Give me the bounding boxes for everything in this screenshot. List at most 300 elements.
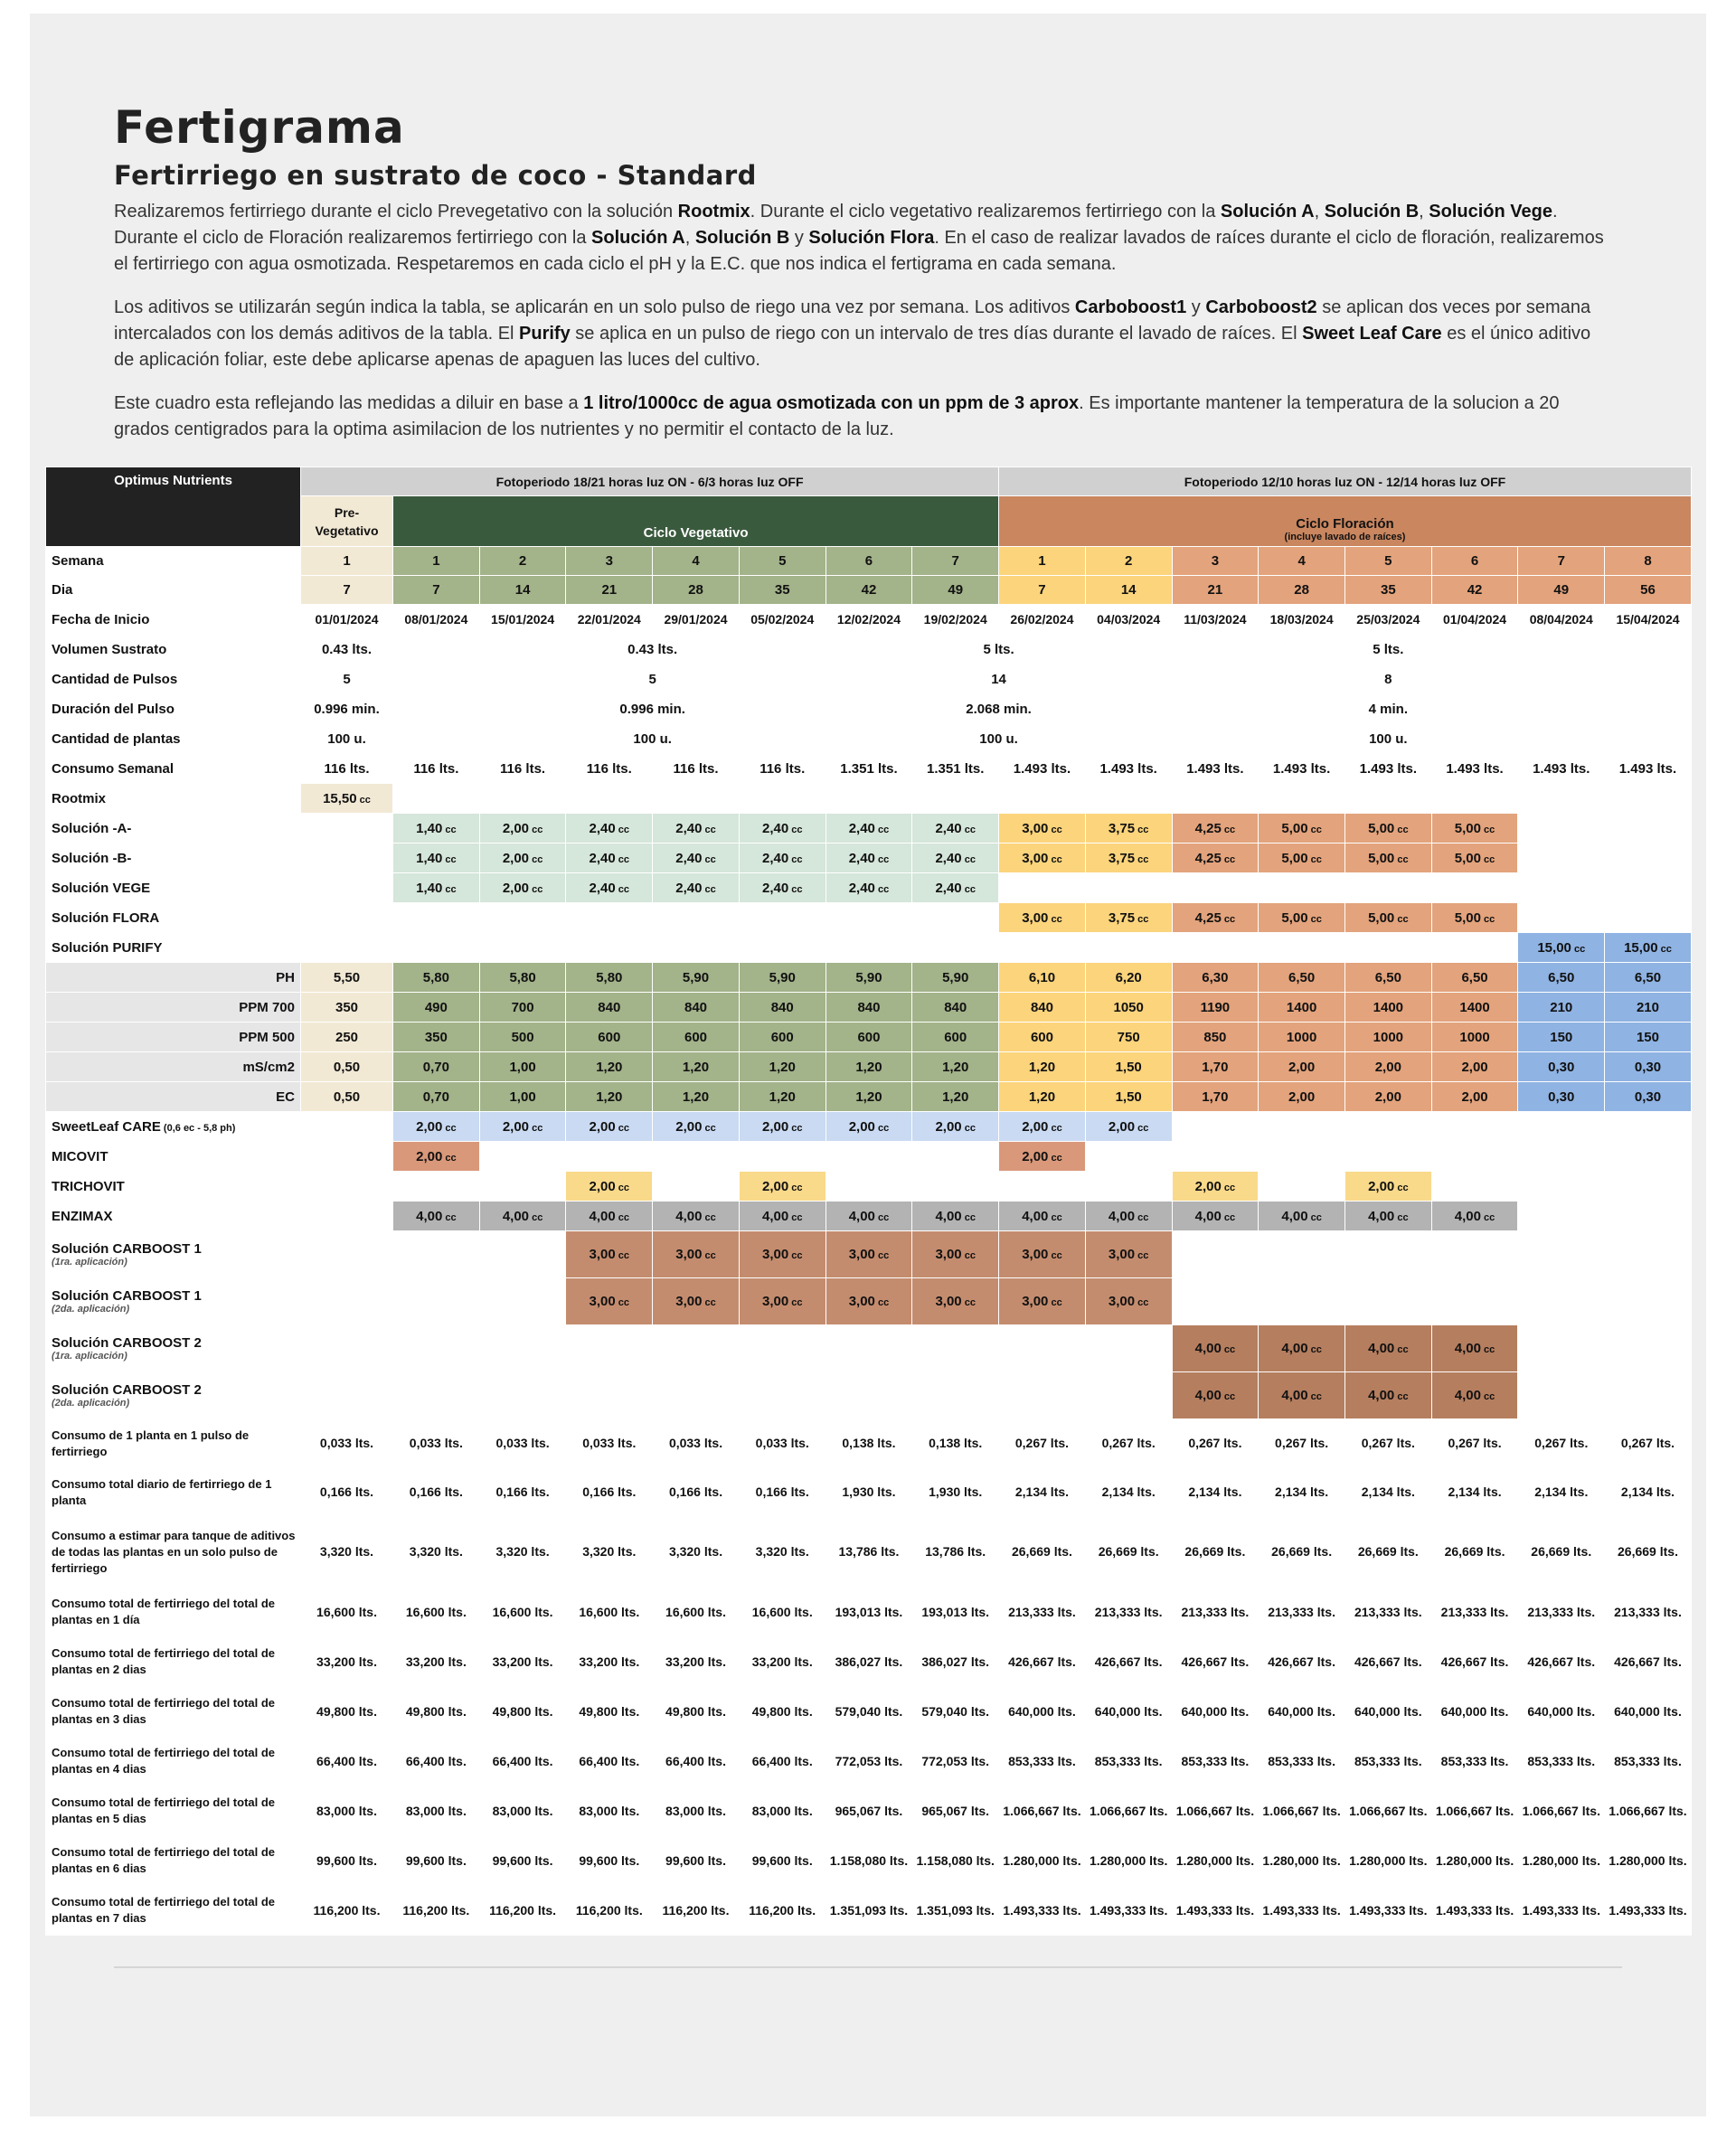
empty-cell — [393, 1372, 480, 1419]
table-cell: 22/01/2024 — [566, 605, 653, 635]
empty-cell — [1605, 1278, 1692, 1325]
table-cell: 4 — [1259, 547, 1345, 576]
consumption-value: 772,053 lts. — [826, 1737, 912, 1786]
cell-value: 2,40 — [589, 850, 616, 866]
table-cell: 0.43 lts. — [301, 635, 393, 664]
nutrient-dose — [739, 844, 826, 873]
nutrient-dose — [1431, 903, 1518, 933]
table-cell: 19/02/2024 — [912, 605, 999, 635]
empty-cell — [301, 1372, 393, 1419]
intro-p2-run: es el único aditivo de aplicación foliar, este debe aplicarse apenas de apaguen las luces del cultivo. — [114, 324, 1591, 370]
empty-cell — [479, 933, 566, 963]
empty-cell — [1085, 784, 1172, 814]
consumption-value: 1.493,333 lts. — [1431, 1886, 1518, 1936]
empty-cell — [1085, 1172, 1172, 1202]
consumption-value: 99,600 lts. — [739, 1836, 826, 1886]
nutrient-dose — [301, 784, 393, 814]
nutrient-dose — [1344, 844, 1431, 873]
empty-cell — [1605, 1372, 1692, 1419]
param-label: mS/cm2 — [46, 1052, 301, 1082]
unit-label: cc — [702, 853, 716, 865]
cell-value: 5,00 — [1454, 909, 1481, 926]
nutrient-dose — [479, 814, 566, 844]
table-cell: 7 — [1518, 547, 1605, 576]
empty-cell — [1518, 1325, 1605, 1372]
additive-name: Solución CARBOOST 2 — [52, 1335, 202, 1351]
cell-value: 2,40 — [761, 820, 789, 836]
empty-cell — [1344, 933, 1431, 963]
consumption-value: 1.351,093 lts. — [912, 1886, 999, 1936]
param-value: 1,20 — [653, 1082, 740, 1112]
unit-label: cc — [1135, 1122, 1149, 1134]
consumption-value: 1.280,000 lts. — [1259, 1836, 1345, 1886]
consumption-row — [46, 1687, 1692, 1737]
param-value: 5,90 — [739, 963, 826, 993]
param-value: 0,30 — [1605, 1082, 1692, 1112]
additive-row — [46, 1202, 1692, 1231]
consumption-label: Consumo total de fertirriego del total de plantas en 4 dias — [52, 1746, 276, 1776]
additive-dose — [393, 1112, 480, 1142]
page-title: Fertigrama — [114, 101, 405, 154]
table-cell: 5 — [1344, 547, 1431, 576]
param-value: 350 — [301, 993, 393, 1023]
consumption-value: 1.493,333 lts. — [1605, 1886, 1692, 1936]
cell-value: 4,00 — [1281, 1388, 1308, 1403]
additive-dose — [739, 1112, 826, 1142]
nutrient-dose — [912, 873, 999, 903]
consumption-value: 426,667 lts. — [1344, 1637, 1431, 1687]
consumption-value: 213,333 lts. — [1344, 1588, 1431, 1637]
additive-dose — [1259, 1202, 1345, 1231]
table-cell: 1 — [393, 547, 480, 576]
param-value: 5,80 — [479, 963, 566, 993]
consumption-value: 853,333 lts. — [999, 1737, 1086, 1786]
param-value: 210 — [1605, 993, 1692, 1023]
consumption-value: 16,600 lts. — [739, 1588, 826, 1637]
param-value: 5,80 — [393, 963, 480, 993]
param-value: 0,30 — [1518, 1082, 1605, 1112]
cell-value: 1,40 — [416, 850, 443, 866]
additive-dose — [566, 1172, 653, 1202]
cell-value: 3,00 — [1022, 1247, 1049, 1262]
param-row — [46, 1023, 1692, 1052]
cell-value: 4,00 — [1194, 1388, 1222, 1403]
consumption-row — [46, 1588, 1692, 1637]
consumption-value: 579,040 lts. — [912, 1687, 999, 1737]
consumption-value: 640,000 lts. — [1344, 1687, 1431, 1737]
consumption-value: 1.493,333 lts. — [1344, 1886, 1431, 1936]
table-cell: 18/03/2024 — [1259, 605, 1345, 635]
additive-dose — [912, 1202, 999, 1231]
unit-label: cc — [788, 1211, 803, 1223]
consumption-value: 2,134 lts. — [1431, 1468, 1518, 1517]
nutrient-dose — [566, 814, 653, 844]
consumption-value: 26,669 lts. — [1172, 1517, 1259, 1588]
cell-value: 2,00 — [502, 1118, 530, 1135]
fertigram-table — [45, 467, 1692, 1936]
consumption-label: Consumo total de fertirriego del total de plantas en 5 dias — [52, 1795, 276, 1825]
empty-cell — [1518, 1172, 1605, 1202]
additive-name: MICOVIT — [52, 1148, 108, 1164]
consumption-value: 33,200 lts. — [739, 1637, 826, 1687]
unit-label: cc — [1307, 853, 1322, 865]
row-label — [46, 1372, 301, 1419]
intro-p2-run: y — [1186, 297, 1206, 317]
table-cell: 116 lts. — [479, 754, 566, 784]
cycle-flor — [999, 496, 1692, 547]
consumption-value: 26,669 lts. — [1431, 1517, 1518, 1588]
empty-cell — [739, 1142, 826, 1172]
cell-value: 1,40 — [416, 820, 443, 836]
nutrient-dose — [393, 814, 480, 844]
additive-dose — [1085, 1112, 1172, 1142]
intro-paragraph-3 — [114, 391, 1615, 443]
empty-cell — [1172, 1112, 1259, 1142]
empty-cell — [301, 903, 393, 933]
consumption-value: 213,333 lts. — [999, 1588, 1086, 1637]
unit-label: cc — [874, 824, 890, 835]
nutrient-dose — [1172, 844, 1259, 873]
consumption-value: 1.066,667 lts. — [999, 1786, 1086, 1836]
cell-value: 3,00 — [848, 1294, 875, 1309]
row-label: Volumen Sustrato — [46, 635, 301, 664]
param-value: 1050 — [1085, 993, 1172, 1023]
unit-label: cc — [1307, 1211, 1322, 1223]
intro-p2-run: Los aditivos se utilizarán según indica la tabla, se aplicarán en un solo pulso de riego una vez por semana. Los aditivos — [114, 297, 1075, 317]
cell-value: 5,00 — [1281, 820, 1308, 836]
unit-label: cc — [442, 883, 457, 895]
consumption-value: 426,667 lts. — [1172, 1637, 1259, 1687]
unit-label: cc — [1307, 1391, 1322, 1402]
unit-label: cc — [615, 1211, 630, 1223]
param-value: 1,20 — [566, 1082, 653, 1112]
row-label — [46, 1737, 301, 1786]
brand-cell: Optimus Nutrients — [46, 467, 301, 547]
empty-cell — [1518, 1278, 1605, 1325]
additive-dose — [1344, 1202, 1431, 1231]
unit-label: cc — [1481, 1391, 1495, 1402]
cell-value: 5,00 — [1454, 820, 1481, 836]
additive-dose — [1172, 1372, 1259, 1419]
cell-value: 2,40 — [675, 880, 703, 896]
unit-label: cc — [788, 1182, 803, 1193]
cell-value: 4,00 — [848, 1208, 875, 1224]
unit-label: cc — [1394, 853, 1409, 865]
additive-dose — [393, 1202, 480, 1231]
cell-value: 4,25 — [1194, 820, 1222, 836]
param-value: 600 — [653, 1023, 740, 1052]
param-value: 1,00 — [479, 1082, 566, 1112]
cell-value: 2,00 — [1194, 1178, 1222, 1194]
cell-value: 2,00 — [848, 1118, 875, 1135]
nutrient-dose — [566, 844, 653, 873]
nutrient-dose — [999, 814, 1086, 844]
additive-dose — [912, 1231, 999, 1278]
param-value: 1,70 — [1172, 1052, 1259, 1082]
additive-dose — [653, 1231, 740, 1278]
row-label — [46, 1886, 301, 1936]
table-cell: 8 — [1605, 547, 1692, 576]
intro-p1-run: . Durante el ciclo vegetativo realizaremos fertirriego con la — [750, 202, 1221, 221]
unit-label: cc — [1481, 1211, 1495, 1223]
consumption-label: Consumo total de fertirriego del total de plantas en 2 dias — [52, 1646, 276, 1676]
consumption-value: 213,333 lts. — [1605, 1588, 1692, 1637]
additive-name: Solución CARBOOST 1 — [52, 1288, 202, 1304]
table-cell: 04/03/2024 — [1085, 605, 1172, 635]
empty-cell — [1605, 784, 1692, 814]
empty-cell — [912, 1142, 999, 1172]
empty-cell — [912, 1172, 999, 1202]
consumption-value: 853,333 lts. — [1605, 1737, 1692, 1786]
table-cell: 116 lts. — [653, 754, 740, 784]
cell-value: 2,40 — [761, 850, 789, 866]
unit-label: cc — [615, 824, 630, 835]
empty-cell — [1172, 784, 1259, 814]
param-value: 5,80 — [566, 963, 653, 993]
empty-cell — [1518, 1142, 1605, 1172]
empty-cell — [301, 1142, 393, 1172]
consumption-value: 49,800 lts. — [393, 1687, 480, 1737]
row-label: Fecha de Inicio — [46, 605, 301, 635]
additive-row — [46, 1278, 1692, 1325]
additive-dose — [826, 1231, 912, 1278]
consumption-value: 0,267 lts. — [1344, 1419, 1431, 1468]
empty-cell — [1605, 1202, 1692, 1231]
nutrient-dose — [653, 844, 740, 873]
empty-cell — [653, 903, 740, 933]
unit-label: cc — [615, 1297, 630, 1308]
nutrient-dose — [739, 873, 826, 903]
cell-value: 2,00 — [502, 880, 530, 896]
consumption-value: 1,930 lts. — [912, 1468, 999, 1517]
param-value: 2,00 — [1344, 1052, 1431, 1082]
unit-label: cc — [1135, 1297, 1149, 1308]
table-cell: 2 — [1085, 547, 1172, 576]
intro-p2-run: Purify — [519, 324, 571, 344]
unit-label: cc — [788, 1122, 803, 1134]
table-cell: 1.493 lts. — [1431, 754, 1518, 784]
semana-row — [46, 547, 1692, 576]
consumption-value: 1.493,333 lts. — [1259, 1886, 1345, 1936]
param-value: 1,20 — [826, 1082, 912, 1112]
cell-value: 4,00 — [502, 1208, 530, 1224]
additive-dose — [739, 1202, 826, 1231]
nutrient-dose — [1259, 844, 1345, 873]
cell-value: 2,40 — [935, 820, 962, 836]
unit-label: cc — [442, 1122, 457, 1134]
table-cell: 0.43 lts. — [393, 635, 912, 664]
empty-cell — [826, 1325, 912, 1372]
empty-cell — [1431, 1278, 1518, 1325]
row-label — [46, 1202, 301, 1231]
unit-label: cc — [529, 1211, 543, 1223]
param-value: 5,90 — [826, 963, 912, 993]
intro-p1-run: . Durante el ciclo de Floración realizaremos fertirriego con la — [114, 202, 1558, 248]
row-label: Duración del Pulso — [46, 694, 301, 724]
consumption-value: 99,600 lts. — [479, 1836, 566, 1886]
empty-cell — [653, 933, 740, 963]
consumption-value: 1.066,667 lts. — [1431, 1786, 1518, 1836]
empty-cell — [1344, 1231, 1431, 1278]
row-label: Semana — [46, 547, 301, 576]
additive-dose — [1085, 1278, 1172, 1325]
empty-cell — [1518, 844, 1605, 873]
consumption-value: 0,033 lts. — [393, 1419, 480, 1468]
consumption-value: 1.280,000 lts. — [1431, 1836, 1518, 1886]
empty-cell — [393, 903, 480, 933]
unit-label: cc — [788, 853, 803, 865]
nutrient-row — [46, 814, 1692, 844]
consumption-value: 0,267 lts. — [1259, 1419, 1345, 1468]
empty-cell — [479, 784, 566, 814]
table-cell: 14 — [912, 664, 1086, 694]
table-cell: 100 u. — [912, 724, 1086, 754]
consumption-value: 33,200 lts. — [301, 1637, 393, 1687]
unit-label: cc — [1571, 943, 1586, 955]
unit-label: cc — [788, 824, 803, 835]
consumption-value: 16,600 lts. — [301, 1588, 393, 1637]
consumption-value: 116,200 lts. — [479, 1886, 566, 1936]
consumption-value: 99,600 lts. — [301, 1836, 393, 1886]
table-cell: 15/01/2024 — [479, 605, 566, 635]
consumption-value: 640,000 lts. — [1431, 1687, 1518, 1737]
row-label: Solución PURIFY — [46, 933, 301, 963]
unit-label: cc — [961, 824, 976, 835]
param-row — [46, 1082, 1692, 1112]
empty-cell — [1431, 784, 1518, 814]
table-cell: 01/04/2024 — [1431, 605, 1518, 635]
photoperiod-flor: Fotoperiodo 12/10 horas luz ON - 12/14 horas luz OFF — [999, 467, 1692, 496]
empty-cell — [1605, 814, 1692, 844]
consumption-value: 0,033 lts. — [566, 1419, 653, 1468]
nutrient-dose — [393, 844, 480, 873]
nutrient-dose — [1172, 814, 1259, 844]
cell-value: 3,00 — [675, 1247, 703, 1262]
row-label — [46, 1637, 301, 1687]
cell-value: 2,00 — [761, 1118, 789, 1135]
empty-cell — [1259, 933, 1345, 963]
nutrient-dose — [1085, 844, 1172, 873]
intro-p2-run: Sweet Leaf Care — [1302, 324, 1442, 344]
table-cell: 12/02/2024 — [826, 605, 912, 635]
table-cell: 0.996 min. — [393, 694, 912, 724]
empty-cell — [1259, 1231, 1345, 1278]
empty-cell — [393, 933, 480, 963]
unit-label: cc — [442, 824, 457, 835]
fecha-row — [46, 605, 1692, 635]
unit-label: cc — [1481, 913, 1495, 925]
consumo-row — [46, 754, 1692, 784]
additive-dose — [1344, 1372, 1431, 1419]
consumption-value: 1.280,000 lts. — [1605, 1836, 1692, 1886]
table-cell: 14 — [1085, 576, 1172, 605]
empty-cell — [1518, 1112, 1605, 1142]
unit-label: cc — [1048, 853, 1062, 865]
consumption-value: 1.280,000 lts. — [1518, 1836, 1605, 1886]
table-cell: 1.493 lts. — [1259, 754, 1345, 784]
consumption-value: 99,600 lts. — [653, 1836, 740, 1886]
unit-label: cc — [1221, 1182, 1236, 1193]
intro-p3-run: . Es importante mantener la temperatura de la solucion a 20 grados centigrados para la optima asimilacion de los nutrientes y no permitir el contacto de la luz. — [114, 393, 1560, 439]
empty-cell — [1085, 1372, 1172, 1419]
unit-label: cc — [615, 1182, 630, 1193]
additive-dose — [1259, 1325, 1345, 1372]
consumption-label: Consumo total de fertirriego del total de plantas en 1 día — [52, 1597, 276, 1626]
empty-cell — [566, 784, 653, 814]
additive-dose — [1431, 1202, 1518, 1231]
consumption-value: 83,000 lts. — [739, 1786, 826, 1836]
param-value: 1,20 — [999, 1052, 1086, 1082]
cell-value: 3,75 — [1108, 909, 1136, 926]
consumption-value: 26,669 lts. — [999, 1517, 1086, 1588]
unit-label: cc — [356, 794, 371, 806]
table-cell: 2.068 min. — [912, 694, 1086, 724]
consumption-value: 0,267 lts. — [1518, 1419, 1605, 1468]
empty-cell — [1518, 784, 1605, 814]
empty-cell — [566, 1142, 653, 1172]
nutrient-dose — [1344, 903, 1431, 933]
param-value: 0,70 — [393, 1082, 480, 1112]
nutrient-dose — [653, 814, 740, 844]
empty-cell — [912, 1325, 999, 1372]
unit-label: cc — [1135, 913, 1149, 925]
nutrient-dose — [1085, 903, 1172, 933]
additive-dose — [1259, 1372, 1345, 1419]
additive-name: Solución CARBOOST 1 — [52, 1241, 202, 1257]
row-label — [46, 1231, 301, 1278]
param-value: 1,20 — [566, 1052, 653, 1082]
table-cell: 100 u. — [301, 724, 393, 754]
table-cell: 01/01/2024 — [301, 605, 393, 635]
consumption-value: 2,134 lts. — [1259, 1468, 1345, 1517]
unit-label: cc — [788, 1250, 803, 1261]
empty-cell — [1172, 1278, 1259, 1325]
consumption-value: 0,267 lts. — [999, 1419, 1086, 1468]
param-value: 750 — [1085, 1023, 1172, 1052]
additive-dose — [566, 1231, 653, 1278]
unit-label: cc — [961, 1211, 976, 1223]
empty-cell — [301, 1112, 393, 1142]
cell-value: 4,00 — [1368, 1388, 1395, 1403]
empty-cell — [1605, 873, 1692, 903]
unit-label: cc — [442, 1211, 457, 1223]
consumption-value: 0,033 lts. — [479, 1419, 566, 1468]
cell-value: 1,40 — [416, 880, 443, 896]
unit-label: cc — [1135, 824, 1149, 835]
row-label: Cantidad de Pulsos — [46, 664, 301, 694]
table-cell: 26/02/2024 — [999, 605, 1086, 635]
empty-cell — [999, 784, 1086, 814]
consumption-value: 426,667 lts. — [1605, 1637, 1692, 1687]
photoperiod-veg: Fotoperiodo 18/21 horas luz ON - 6/3 horas luz OFF — [301, 467, 999, 496]
nutrient-dose — [999, 844, 1086, 873]
param-value: 1,20 — [912, 1052, 999, 1082]
additive-dose — [826, 1202, 912, 1231]
nutrient-dose — [999, 903, 1086, 933]
empty-cell — [1259, 1172, 1345, 1202]
cell-value: 3,75 — [1108, 850, 1136, 866]
additive-dose — [826, 1278, 912, 1325]
empty-cell — [999, 1172, 1086, 1202]
row-label: Solución -A- — [46, 814, 301, 844]
empty-cell — [999, 873, 1086, 903]
nutrient-row — [46, 903, 1692, 933]
consumption-row — [46, 1886, 1692, 1936]
table-cell: 1.493 lts. — [1605, 754, 1692, 784]
cell-value: 2,00 — [935, 1118, 962, 1135]
nutrient-dose — [479, 844, 566, 873]
consumption-value: 853,333 lts. — [1431, 1737, 1518, 1786]
